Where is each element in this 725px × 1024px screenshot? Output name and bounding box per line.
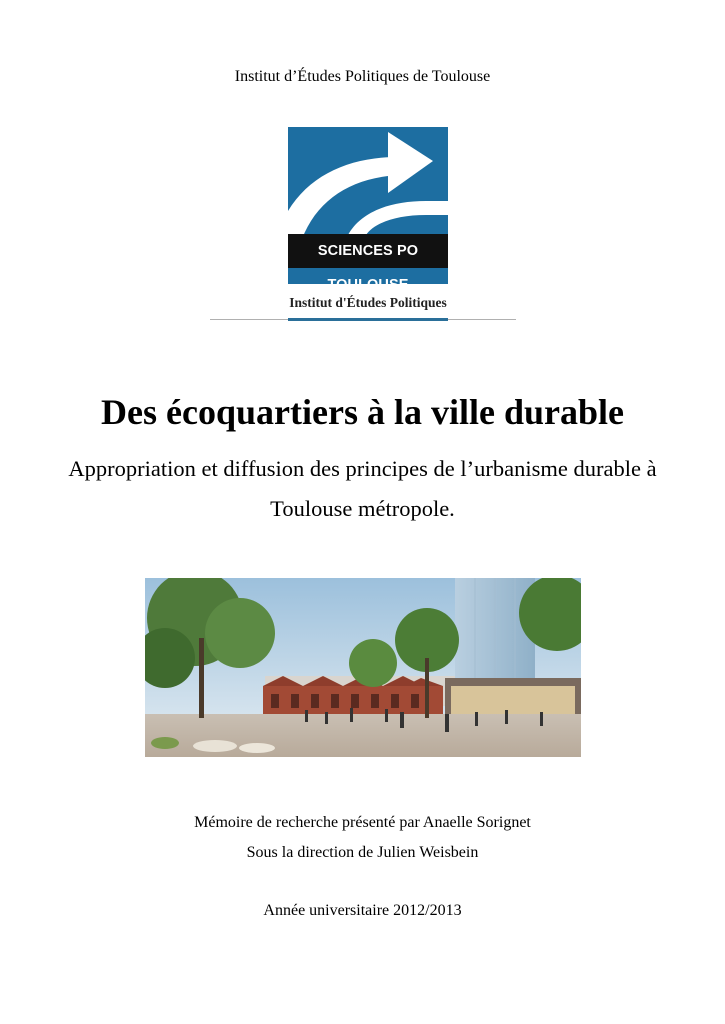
author-line: Mémoire de recherche présenté par Anaelle Sorignet [194, 814, 531, 831]
document-subtitle: Appropriation et diffusion des principes de l’urbanisme durable à Toulouse métropole. [68, 456, 657, 521]
academic-year: Année universitaire 2012/2013 [263, 902, 462, 919]
document-title: Des écoquartiers à la ville durable [101, 392, 624, 432]
institution-name: Institut d’Études Politiques de Toulouse [234, 68, 491, 85]
urban-square-rendering-image [145, 578, 581, 757]
logo-divider-accent [288, 318, 448, 321]
logo-band-text: SCIENCES PO TOULOUSE [288, 234, 448, 268]
director-line: Sous la direction de Julien Weisbein [246, 844, 479, 861]
logo-subtext: Institut d'Études Politiques [289, 295, 447, 310]
sciences-po-toulouse-logo [288, 127, 448, 321]
